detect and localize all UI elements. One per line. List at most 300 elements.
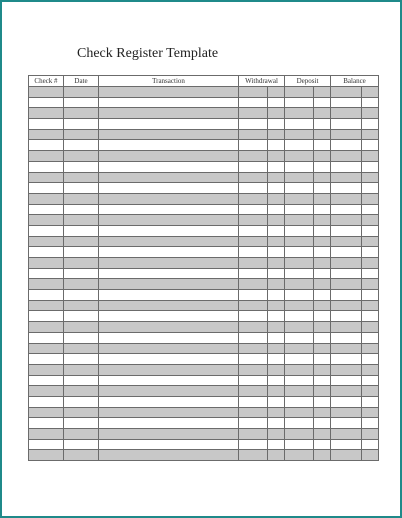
deposit-cents-cell: [314, 354, 331, 365]
balance-dollars-cell: [331, 322, 362, 333]
deposit-dollars-cell: [285, 407, 314, 418]
register-row: [29, 161, 379, 172]
withdrawal-dollars-cell: [239, 225, 268, 236]
withdrawal-cents-cell: [268, 215, 285, 226]
register-row: [29, 311, 379, 322]
transaction-cell: [99, 386, 239, 397]
balance-cents-cell: [362, 140, 379, 151]
register-row: [29, 151, 379, 162]
transaction-cell: [99, 258, 239, 269]
deposit-dollars-cell: [285, 386, 314, 397]
deposit-cents-cell: [314, 322, 331, 333]
date-cell: [64, 204, 99, 215]
balance-dollars-cell: [331, 268, 362, 279]
withdrawal-dollars-cell: [239, 396, 268, 407]
deposit-cents-cell: [314, 311, 331, 322]
withdrawal-cents-cell: [268, 183, 285, 194]
balance-dollars-cell: [331, 418, 362, 429]
check-number-cell: [29, 354, 64, 365]
withdrawal-dollars-cell: [239, 258, 268, 269]
date-cell: [64, 375, 99, 386]
balance-dollars-cell: [331, 290, 362, 301]
balance-dollars-cell: [331, 87, 362, 98]
date-cell: [64, 439, 99, 450]
deposit-cents-cell: [314, 439, 331, 450]
deposit-cents-cell: [314, 247, 331, 258]
deposit-cents-cell: [314, 108, 331, 119]
check-number-cell: [29, 215, 64, 226]
balance-cents-cell: [362, 225, 379, 236]
deposit-cents-cell: [314, 396, 331, 407]
deposit-dollars-cell: [285, 204, 314, 215]
balance-cents-cell: [362, 108, 379, 119]
deposit-dollars-cell: [285, 140, 314, 151]
withdrawal-dollars-cell: [239, 343, 268, 354]
balance-dollars-cell: [331, 151, 362, 162]
register-row: [29, 396, 379, 407]
check-number-cell: [29, 439, 64, 450]
register-row: [29, 193, 379, 204]
withdrawal-dollars-cell: [239, 268, 268, 279]
deposit-dollars-cell: [285, 172, 314, 183]
withdrawal-cents-cell: [268, 268, 285, 279]
withdrawal-cents-cell: [268, 343, 285, 354]
check-number-cell: [29, 108, 64, 119]
deposit-cents-cell: [314, 300, 331, 311]
balance-dollars-cell: [331, 108, 362, 119]
page-title: Check Register Template: [77, 46, 219, 61]
balance-dollars-cell: [331, 343, 362, 354]
transaction-cell: [99, 439, 239, 450]
register-row: [29, 354, 379, 365]
register-row: [29, 172, 379, 183]
register-row: [29, 375, 379, 386]
balance-cents-cell: [362, 311, 379, 322]
date-cell: [64, 354, 99, 365]
deposit-dollars-cell: [285, 108, 314, 119]
check-number-cell: [29, 225, 64, 236]
balance-dollars-cell: [331, 375, 362, 386]
deposit-dollars-cell: [285, 354, 314, 365]
deposit-cents-cell: [314, 87, 331, 98]
transaction-cell: [99, 429, 239, 440]
transaction-cell: [99, 161, 239, 172]
date-cell: [64, 225, 99, 236]
deposit-dollars-cell: [285, 215, 314, 226]
deposit-dollars-cell: [285, 439, 314, 450]
register-row: [29, 87, 379, 98]
deposit-cents-cell: [314, 407, 331, 418]
transaction-cell: [99, 407, 239, 418]
date-cell: [64, 364, 99, 375]
check-number-cell: [29, 332, 64, 343]
balance-dollars-cell: [331, 300, 362, 311]
withdrawal-cents-cell: [268, 332, 285, 343]
deposit-cents-cell: [314, 161, 331, 172]
register-row: [29, 129, 379, 140]
deposit-dollars-cell: [285, 129, 314, 140]
withdrawal-dollars-cell: [239, 236, 268, 247]
withdrawal-dollars-cell: [239, 311, 268, 322]
deposit-cents-cell: [314, 140, 331, 151]
withdrawal-cents-cell: [268, 87, 285, 98]
transaction-cell: [99, 418, 239, 429]
date-cell: [64, 172, 99, 183]
withdrawal-dollars-cell: [239, 439, 268, 450]
check-number-cell: [29, 418, 64, 429]
register-row: [29, 215, 379, 226]
transaction-cell: [99, 343, 239, 354]
date-cell: [64, 418, 99, 429]
check-number-cell: [29, 193, 64, 204]
check-number-cell: [29, 311, 64, 322]
register-row: [29, 439, 379, 450]
date-cell: [64, 108, 99, 119]
check-number-cell: [29, 87, 64, 98]
balance-cents-cell: [362, 364, 379, 375]
withdrawal-cents-cell: [268, 140, 285, 151]
header-row: [29, 76, 379, 87]
withdrawal-dollars-cell: [239, 87, 268, 98]
column-header-check-number: Check #: [29, 76, 64, 87]
balance-cents-cell: [362, 161, 379, 172]
withdrawal-dollars-cell: [239, 119, 268, 130]
withdrawal-dollars-cell: [239, 97, 268, 108]
withdrawal-dollars-cell: [239, 172, 268, 183]
transaction-cell: [99, 300, 239, 311]
transaction-cell: [99, 375, 239, 386]
date-cell: [64, 268, 99, 279]
deposit-dollars-cell: [285, 268, 314, 279]
date-cell: [64, 215, 99, 226]
balance-cents-cell: [362, 375, 379, 386]
check-number-cell: [29, 129, 64, 140]
date-cell: [64, 247, 99, 258]
column-header-balance: Balance: [331, 76, 379, 87]
register-row: [29, 429, 379, 440]
check-number-cell: [29, 97, 64, 108]
date-cell: [64, 151, 99, 162]
balance-cents-cell: [362, 215, 379, 226]
deposit-cents-cell: [314, 418, 331, 429]
withdrawal-dollars-cell: [239, 290, 268, 301]
deposit-cents-cell: [314, 386, 331, 397]
balance-dollars-cell: [331, 354, 362, 365]
deposit-cents-cell: [314, 332, 331, 343]
date-cell: [64, 183, 99, 194]
withdrawal-cents-cell: [268, 225, 285, 236]
deposit-dollars-cell: [285, 450, 314, 461]
column-header-withdrawal: Withdrawal: [239, 76, 285, 87]
deposit-dollars-cell: [285, 225, 314, 236]
transaction-cell: [99, 140, 239, 151]
deposit-cents-cell: [314, 258, 331, 269]
withdrawal-cents-cell: [268, 236, 285, 247]
register-row: [29, 236, 379, 247]
deposit-dollars-cell: [285, 193, 314, 204]
transaction-cell: [99, 450, 239, 461]
deposit-cents-cell: [314, 225, 331, 236]
register-row: [29, 140, 379, 151]
transaction-cell: [99, 354, 239, 365]
deposit-cents-cell: [314, 364, 331, 375]
withdrawal-cents-cell: [268, 247, 285, 258]
transaction-cell: [99, 129, 239, 140]
date-cell: [64, 258, 99, 269]
withdrawal-dollars-cell: [239, 183, 268, 194]
deposit-cents-cell: [314, 183, 331, 194]
deposit-dollars-cell: [285, 364, 314, 375]
register-row: [29, 258, 379, 269]
balance-dollars-cell: [331, 407, 362, 418]
balance-cents-cell: [362, 151, 379, 162]
transaction-cell: [99, 279, 239, 290]
deposit-dollars-cell: [285, 87, 314, 98]
check-number-cell: [29, 183, 64, 194]
balance-dollars-cell: [331, 140, 362, 151]
withdrawal-dollars-cell: [239, 161, 268, 172]
transaction-cell: [99, 87, 239, 98]
check-number-cell: [29, 364, 64, 375]
deposit-cents-cell: [314, 375, 331, 386]
withdrawal-cents-cell: [268, 396, 285, 407]
balance-cents-cell: [362, 247, 379, 258]
column-header-deposit: Deposit: [285, 76, 331, 87]
withdrawal-dollars-cell: [239, 450, 268, 461]
withdrawal-dollars-cell: [239, 129, 268, 140]
balance-cents-cell: [362, 418, 379, 429]
check-number-cell: [29, 204, 64, 215]
date-cell: [64, 279, 99, 290]
balance-dollars-cell: [331, 129, 362, 140]
check-number-cell: [29, 375, 64, 386]
check-number-cell: [29, 300, 64, 311]
withdrawal-cents-cell: [268, 279, 285, 290]
balance-dollars-cell: [331, 429, 362, 440]
withdrawal-cents-cell: [268, 364, 285, 375]
balance-cents-cell: [362, 407, 379, 418]
balance-cents-cell: [362, 193, 379, 204]
date-cell: [64, 236, 99, 247]
balance-dollars-cell: [331, 97, 362, 108]
check-number-cell: [29, 172, 64, 183]
balance-cents-cell: [362, 354, 379, 365]
withdrawal-dollars-cell: [239, 418, 268, 429]
deposit-dollars-cell: [285, 375, 314, 386]
date-cell: [64, 140, 99, 151]
register-body: [29, 87, 379, 461]
balance-cents-cell: [362, 396, 379, 407]
balance-cents-cell: [362, 386, 379, 397]
register-row: [29, 97, 379, 108]
withdrawal-dollars-cell: [239, 193, 268, 204]
register-row: [29, 322, 379, 333]
column-header-transaction: Transaction: [99, 76, 239, 87]
check-number-cell: [29, 140, 64, 151]
withdrawal-dollars-cell: [239, 215, 268, 226]
deposit-dollars-cell: [285, 279, 314, 290]
withdrawal-cents-cell: [268, 290, 285, 301]
register-row: [29, 119, 379, 130]
register-row: [29, 247, 379, 258]
balance-cents-cell: [362, 290, 379, 301]
balance-cents-cell: [362, 97, 379, 108]
date-cell: [64, 396, 99, 407]
balance-cents-cell: [362, 450, 379, 461]
balance-dollars-cell: [331, 364, 362, 375]
deposit-dollars-cell: [285, 343, 314, 354]
withdrawal-cents-cell: [268, 386, 285, 397]
withdrawal-cents-cell: [268, 204, 285, 215]
date-cell: [64, 343, 99, 354]
check-number-cell: [29, 290, 64, 301]
deposit-dollars-cell: [285, 396, 314, 407]
withdrawal-cents-cell: [268, 322, 285, 333]
date-cell: [64, 97, 99, 108]
withdrawal-dollars-cell: [239, 108, 268, 119]
transaction-cell: [99, 97, 239, 108]
date-cell: [64, 290, 99, 301]
balance-dollars-cell: [331, 215, 362, 226]
register-row: [29, 450, 379, 461]
check-number-cell: [29, 429, 64, 440]
balance-dollars-cell: [331, 161, 362, 172]
transaction-cell: [99, 183, 239, 194]
deposit-dollars-cell: [285, 290, 314, 301]
withdrawal-dollars-cell: [239, 354, 268, 365]
transaction-cell: [99, 215, 239, 226]
date-cell: [64, 300, 99, 311]
deposit-cents-cell: [314, 343, 331, 354]
register-row: [29, 279, 379, 290]
balance-dollars-cell: [331, 279, 362, 290]
withdrawal-cents-cell: [268, 418, 285, 429]
withdrawal-cents-cell: [268, 193, 285, 204]
register-row: [29, 268, 379, 279]
withdrawal-dollars-cell: [239, 247, 268, 258]
balance-cents-cell: [362, 172, 379, 183]
balance-dollars-cell: [331, 119, 362, 130]
register-row: [29, 332, 379, 343]
withdrawal-cents-cell: [268, 151, 285, 162]
register-row: [29, 407, 379, 418]
check-number-cell: [29, 258, 64, 269]
withdrawal-cents-cell: [268, 311, 285, 322]
deposit-dollars-cell: [285, 258, 314, 269]
transaction-cell: [99, 151, 239, 162]
date-cell: [64, 407, 99, 418]
balance-cents-cell: [362, 429, 379, 440]
balance-dollars-cell: [331, 258, 362, 269]
withdrawal-cents-cell: [268, 354, 285, 365]
deposit-cents-cell: [314, 151, 331, 162]
deposit-dollars-cell: [285, 236, 314, 247]
check-number-cell: [29, 247, 64, 258]
register-row: [29, 418, 379, 429]
check-number-cell: [29, 396, 64, 407]
check-number-cell: [29, 151, 64, 162]
withdrawal-dollars-cell: [239, 140, 268, 151]
transaction-cell: [99, 225, 239, 236]
withdrawal-cents-cell: [268, 407, 285, 418]
register-row: [29, 108, 379, 119]
date-cell: [64, 119, 99, 130]
check-number-cell: [29, 279, 64, 290]
balance-cents-cell: [362, 204, 379, 215]
register-row: [29, 204, 379, 215]
balance-cents-cell: [362, 87, 379, 98]
register-row: [29, 364, 379, 375]
balance-cents-cell: [362, 183, 379, 194]
withdrawal-cents-cell: [268, 300, 285, 311]
balance-dollars-cell: [331, 183, 362, 194]
register-row: [29, 225, 379, 236]
deposit-cents-cell: [314, 236, 331, 247]
deposit-dollars-cell: [285, 161, 314, 172]
date-cell: [64, 386, 99, 397]
withdrawal-dollars-cell: [239, 375, 268, 386]
date-cell: [64, 311, 99, 322]
balance-dollars-cell: [331, 332, 362, 343]
withdrawal-dollars-cell: [239, 300, 268, 311]
balance-dollars-cell: [331, 311, 362, 322]
register-row: [29, 343, 379, 354]
check-number-cell: [29, 119, 64, 130]
deposit-dollars-cell: [285, 332, 314, 343]
deposit-cents-cell: [314, 97, 331, 108]
balance-cents-cell: [362, 258, 379, 269]
deposit-dollars-cell: [285, 322, 314, 333]
balance-cents-cell: [362, 322, 379, 333]
transaction-cell: [99, 332, 239, 343]
check-number-cell: [29, 161, 64, 172]
deposit-dollars-cell: [285, 119, 314, 130]
date-cell: [64, 161, 99, 172]
withdrawal-cents-cell: [268, 439, 285, 450]
balance-cents-cell: [362, 236, 379, 247]
transaction-cell: [99, 193, 239, 204]
register-row: [29, 183, 379, 194]
deposit-cents-cell: [314, 450, 331, 461]
transaction-cell: [99, 364, 239, 375]
withdrawal-dollars-cell: [239, 204, 268, 215]
transaction-cell: [99, 172, 239, 183]
withdrawal-dollars-cell: [239, 151, 268, 162]
balance-cents-cell: [362, 119, 379, 130]
balance-cents-cell: [362, 279, 379, 290]
deposit-dollars-cell: [285, 247, 314, 258]
withdrawal-dollars-cell: [239, 386, 268, 397]
deposit-dollars-cell: [285, 300, 314, 311]
deposit-dollars-cell: [285, 418, 314, 429]
balance-dollars-cell: [331, 204, 362, 215]
balance-dollars-cell: [331, 236, 362, 247]
balance-dollars-cell: [331, 247, 362, 258]
transaction-cell: [99, 290, 239, 301]
deposit-cents-cell: [314, 172, 331, 183]
deposit-dollars-cell: [285, 183, 314, 194]
transaction-cell: [99, 311, 239, 322]
check-number-cell: [29, 268, 64, 279]
deposit-cents-cell: [314, 204, 331, 215]
deposit-cents-cell: [314, 193, 331, 204]
balance-cents-cell: [362, 129, 379, 140]
deposit-cents-cell: [314, 129, 331, 140]
balance-dollars-cell: [331, 450, 362, 461]
balance-dollars-cell: [331, 172, 362, 183]
transaction-cell: [99, 204, 239, 215]
check-number-cell: [29, 343, 64, 354]
